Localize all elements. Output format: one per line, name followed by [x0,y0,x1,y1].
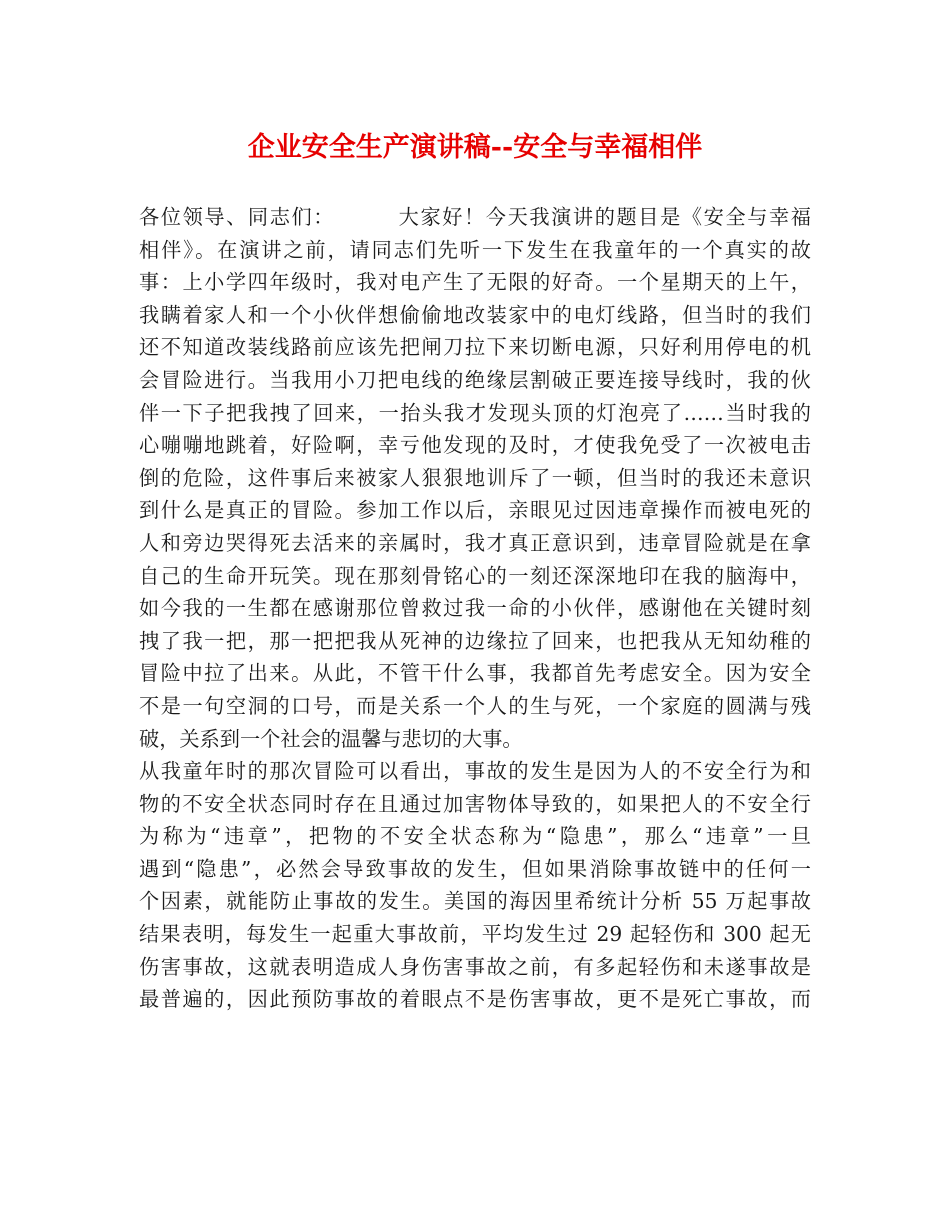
text-line: 最普遍的，因此预防事故的着眼点不是伤害事故，更不是死亡事故，而 [139,987,811,1012]
text-line: 伤害事故，这就表明造成人身伤害事故之前，有多起轻伤和未遂事故是 [139,954,811,979]
text-line: 拽了我一把，那一把把我从死神的边缘拉了回来，也把我从无知幼稚的 [139,628,811,653]
text-line: 会冒险进行。当我用小刀把电线的绝缘层割破正要连接导线时，我的伙 [139,367,811,392]
text-line: 事：上小学四年级时，我对电产生了无限的好奇。一个星期天的上午， [139,270,811,295]
paragraph-text: 大家好！今天我演讲的题目是《安全与幸福 [397,205,811,229]
text-line: 人和旁边哭得死去活来的亲属时，我才真正意识到，违章冒险就是在拿 [139,530,811,555]
text-line: 结果表明，每发生一起重大事故前，平均发生过 29 起轻伤和 300 起无 [139,922,811,947]
text-line: 我瞒着家人和一个小伙伴想偷偷地改装家中的电灯线路，但当时的我们 [139,302,811,327]
text-line: 自己的生命开玩笑。现在那刻骨铭心的一刻还深深地印在我的脑海中， [139,563,811,588]
text-line: 遇到“隐患”，必然会导致事故的发生，但如果消除事故链中的任何一 [139,856,811,881]
text-line [139,201,811,234]
text-line: 到什么是真正的冒险。参加工作以后，亲眼见过因违章操作而被电死的 [139,498,811,523]
text-line: 伴一下子把我拽了回来，一抬头我才发现头顶的灯泡亮了……当时我的 [139,400,811,425]
text-line: 心嘣嘣地跳着，好险啊，幸亏他发现的及时，才使我免受了一次被电击 [139,433,811,458]
text-line: 冒险中拉了出来。从此，不管干什么事，我都首先考虑安全。因为安全 [139,661,811,686]
document-body [139,201,811,1016]
text-line: 物的不安全状态同时存在且通过加害物体导致的，如果把人的不安全行 [139,791,811,816]
document-title: 企业安全生产演讲稿--安全与幸福相伴 [247,132,703,163]
text-line: 不是一句空洞的口号，而是关系一个人的生与死，一个家庭的圆满与残 [139,693,811,718]
text-line: 个因素，就能防止事故的发生。美国的海因里希统计分析 55 万起事故 [139,889,811,914]
text-line: 破，关系到一个社会的温馨与悲切的大事。 [139,726,523,751]
text-line: 相伴》。在演讲之前，请同志们先听一下发生在我童年的一个真实的故 [139,237,811,262]
salutation: 各位领导、同志们： [139,205,336,229]
text-line: 如今我的一生都在感谢那位曾救过我一命的小伙伴，感谢他在关键时刻 [139,596,811,621]
text-line: 为称为“违章”，把物的不安全状态称为“隐患”，那么“违章”一旦 [139,824,811,849]
text-line: 倒的危险，这件事后来被家人狠狠地训斥了一顿，但当时的我还未意识 [139,465,811,490]
text-line: 从我童年时的那次冒险可以看出，事故的发生是因为人的不安全行为和 [139,759,811,784]
text-line: 还不知道改装线路前应该先把闸刀拉下来切断电源，只好利用停电的机 [139,335,811,360]
